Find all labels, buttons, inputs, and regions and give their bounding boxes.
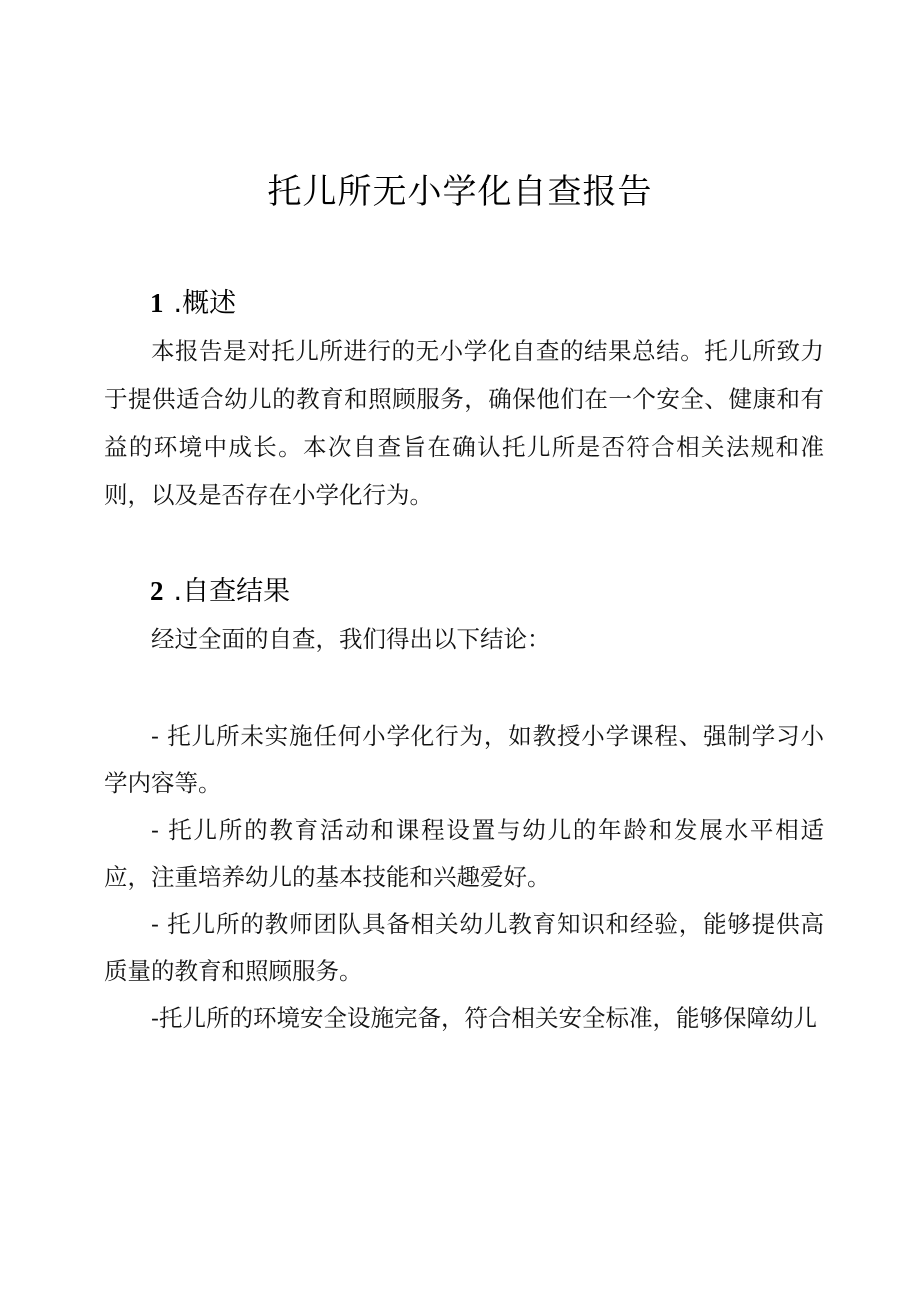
section-number: 2	[150, 576, 164, 606]
list-item: -托儿所的环境安全设施完备，符合相关安全标准，能够保障幼儿	[151, 1004, 817, 1032]
list-item: - 托儿所的教师团队具备相关幼儿教育知识和经验，能够提供高质量的教育和照顾服务。	[104, 910, 824, 985]
results-intro: 经过全面的自查，我们得出以下结论：	[151, 625, 551, 653]
section-heading-overview	[150, 283, 236, 324]
overview-paragraph: 本报告是对托儿所进行的无小学化自查的结果总结。托儿所致力于提供适合幼儿的教育和照顾服务，确保他们在一个安全、健康和有益的环境中成长。本次自查旨在确认托儿所是否符合相关法规和准则，以及是否存在小学化行为。	[104, 337, 824, 509]
section-heading-text: .概述	[173, 288, 237, 319]
page-title: 托儿所无小学化自查报告	[267, 172, 653, 212]
section-number: 1	[150, 288, 164, 318]
list-item: - 托儿所的教育活动和课程设置与幼儿的年龄和发展水平相适应，注重培养幼儿的基本技能和兴趣爱好。	[104, 816, 824, 891]
list-item: - 托儿所未实施任何小学化行为，如教授小学课程、强制学习小学内容等。	[104, 722, 824, 797]
section-heading-results	[150, 571, 290, 612]
section-heading-text: .自查结果	[173, 576, 291, 607]
results-list	[104, 713, 824, 1042]
